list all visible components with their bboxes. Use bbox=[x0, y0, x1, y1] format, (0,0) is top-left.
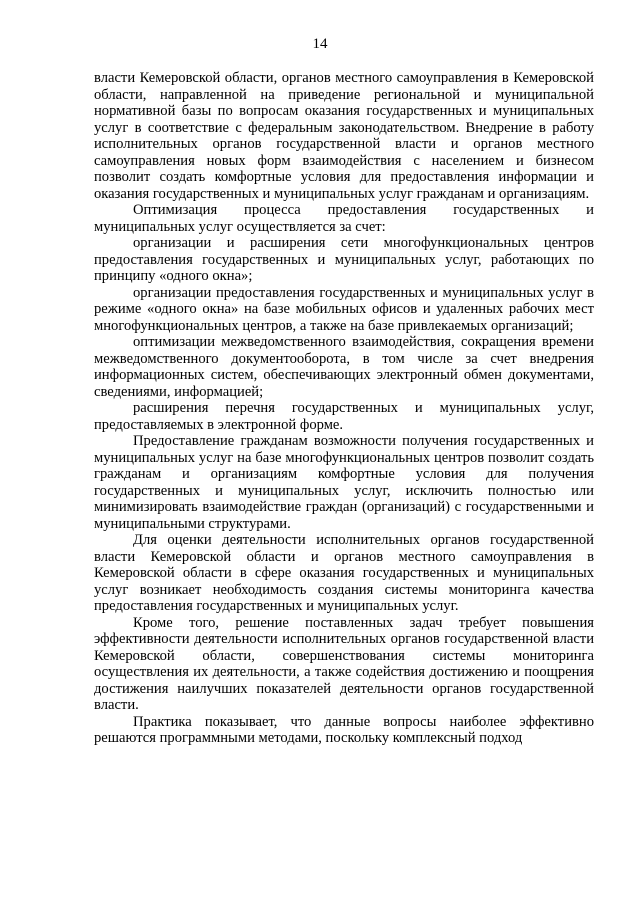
paragraph-5: оптимизации межведомственного взаимодействия, сокращения времени межведомственного документооборота, в том числе за счет внедрения информационных систем, обеспечивающих электронный обмен документами, сведениями, информацией; bbox=[94, 334, 594, 400]
paragraph-2: Оптимизация процесса предоставления государственных и муниципальных услуг осуществляется за счет: bbox=[94, 202, 594, 235]
paragraph-1: власти Кемеровской области, органов местного самоуправления в Кемеровской области, направленной на приведение региональной и муниципальной нормативной базы по вопросам оказания государственных и муниципальных услуг в соответствие с федеральным законодательством. Внедрение в работу исполнительных органов государственной власти и органов местного самоуправления новых форм взаимодействия с населением и бизнесом позволит создать комфортные условия для предоставления информации и оказания государственных и муниципальных услуг гражданам и организациям. bbox=[94, 70, 594, 202]
page-number: 14 bbox=[312, 36, 328, 52]
paragraph-3: организации и расширения сети многофункциональных центров предоставления государственных и муниципальных услуг, работающих по принципу «одного окна»; bbox=[94, 235, 594, 284]
paragraph-7: Предоставление гражданам возможности получения государственных и муниципальных услуг на базе многофункциональных центров позволит создать гражданам и организациям комфортные условия для получения государственных и муниципальных услуг, исключить полностью или минимизировать взаимодействие граждан (организаций) с государственными и муниципальными структурами. bbox=[94, 433, 594, 532]
document-body bbox=[94, 70, 594, 747]
paragraph-10: Практика показывает, что данные вопросы наиболее эффективно решаются программными методами, поскольку комплексный подход bbox=[94, 713, 594, 746]
paragraph-6: расширения перечня государственных и муниципальных услуг, предоставляемых в электронной форме. bbox=[94, 400, 594, 433]
paragraph-8: Для оценки деятельности исполнительных органов государственной власти Кемеровской области и органов местного самоуправления в Кемеровской области в сфере оказания государственных и муниципальных услуг возникает необходимость создания системы мониторинга качества предоставления государственных и муниципальных услуг. bbox=[94, 532, 594, 614]
paragraph-4: организации предоставления государственных и муниципальных услуг в режиме «одного окна» на базе мобильных офисов и удаленных рабочих мест многофункциональных центров, а также на базе привлекаемых организаций; bbox=[94, 284, 594, 334]
paragraph-9: Кроме того, решение поставленных задач требует повышения эффективности деятельности исполнительных органов государственной власти Кемеровской области, совершенствования системы мониторинга осуществления их деятельности, а также содействия достижению и поощрения достижения наилучших показателей деятельности органов государственной власти. bbox=[94, 614, 594, 713]
